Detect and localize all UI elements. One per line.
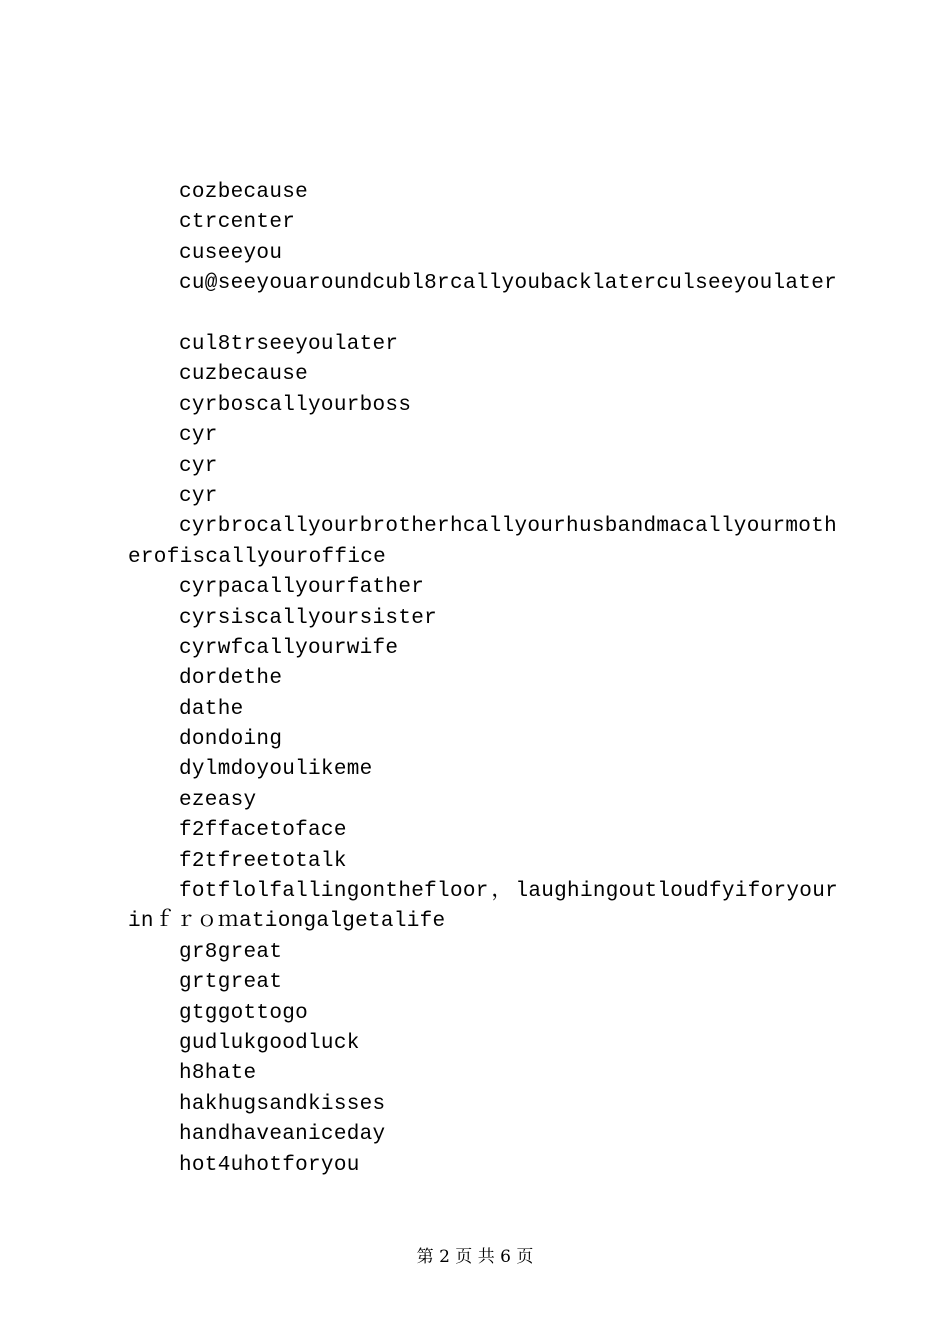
text-line: ezeasy xyxy=(179,788,257,812)
text-line: cyr xyxy=(179,454,218,478)
text-line: h8hate xyxy=(179,1062,257,1086)
text-line: f2ffacetoface xyxy=(179,819,347,843)
text-line: dondoing xyxy=(179,728,283,752)
text-line: dylmdoyoulikeme xyxy=(179,758,373,782)
text-line: hakhugsandkisses xyxy=(179,1092,386,1116)
page-number-footer: 第 2 页 共 6 页 xyxy=(416,1247,534,1267)
blank-line xyxy=(128,300,838,330)
text-line: cozbecause xyxy=(179,181,309,204)
text-line: ctrcenter xyxy=(179,211,296,235)
text-line-wrapped: cyrbrocallyourbrotherhcallyourhusbandmacallyourmotherofiscallyouroffice xyxy=(128,515,838,569)
text-line: cyr xyxy=(179,484,218,508)
text-line: handhaveaniceday xyxy=(179,1123,386,1147)
text-line: cu@seeyouaroundcubl8rcallyoubacklaterculseeyoulater xyxy=(179,272,838,296)
text-line: dordethe xyxy=(179,667,283,691)
text-line-wrapped: fotflolfallingonthefloor，laughingoutloudfyiforyourinｆｒｏｍationgalgetalife xyxy=(128,880,838,934)
text-line: grtgreat xyxy=(179,971,283,995)
text-line: gtggottogo xyxy=(179,1001,309,1025)
text-line: cyrpacallyourfather xyxy=(179,576,425,600)
text-line: cyr xyxy=(179,424,218,448)
text-line: gr8great xyxy=(179,940,283,964)
text-line: cuseeyou xyxy=(179,241,283,265)
text-line: cul8trseeyoulater xyxy=(179,332,399,356)
text-line: cuzbecause xyxy=(179,363,309,387)
text-line: hot4uhotforyou xyxy=(179,1153,360,1177)
text-line: f2tfreetotalk xyxy=(179,849,347,873)
text-line: dathe xyxy=(179,697,244,721)
text-line: cyrwfcallyourwife xyxy=(179,636,399,660)
document-body xyxy=(128,178,838,1181)
text-line: gudlukgoodluck xyxy=(179,1032,360,1055)
text-line: cyrboscallyourboss xyxy=(179,393,412,417)
text-line: cyrsiscallyoursister xyxy=(179,606,438,630)
